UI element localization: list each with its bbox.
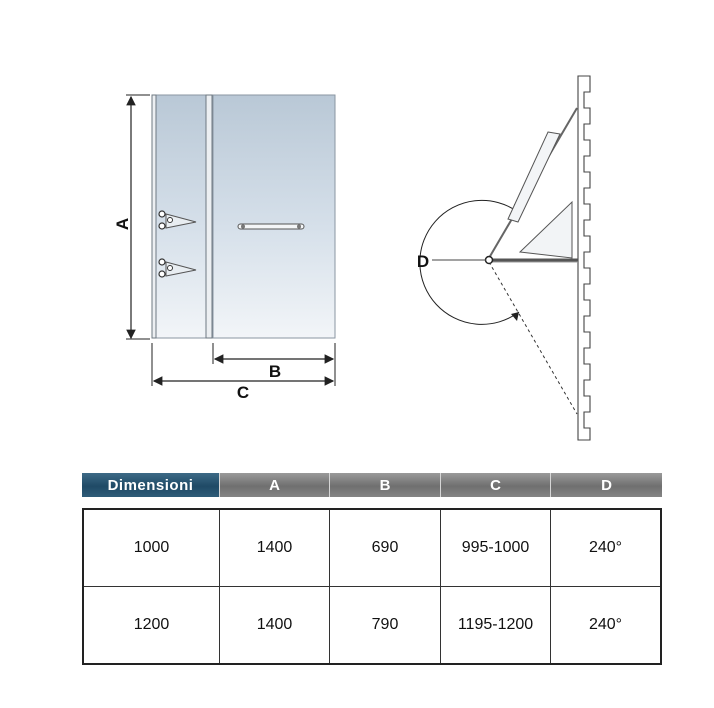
middle-profile [206,95,212,338]
header-dimensioni: Dimensioni [82,473,220,497]
header-c: C [441,473,551,497]
rotation-view [417,76,590,440]
header-d: D [551,473,662,497]
table-row [84,510,660,586]
header-a: A [220,473,330,497]
towel-rail [238,224,304,229]
cell-d: 240° [588,616,623,633]
table-header [82,473,662,497]
cell-a: 1400 [220,510,330,586]
cell-size: 1200 [84,587,220,663]
hinged-glass-panel [213,95,335,338]
header-b: B [330,473,441,497]
wall-profile [152,95,156,338]
pivot-point [486,257,493,264]
cell-size: 1000 [84,510,220,586]
front-view [113,95,335,402]
cell-b: 790 [330,587,441,663]
dimension-c-label: C [236,383,250,402]
dimension-d-label: D [416,252,430,271]
dimensions-table [82,473,662,665]
dimension-b-label: B [268,362,282,381]
cell-c: 995-1000 [441,510,551,586]
cell-c: 1195-1200 [441,587,551,663]
cell-d: 240° [588,539,623,556]
cell-b: 690 [330,510,441,586]
table-row [84,586,660,663]
table-body [82,508,662,665]
wall [578,76,590,440]
cell-a: 1400 [220,587,330,663]
dimension-a-label: A [113,217,132,231]
door-open-lower [489,262,577,414]
